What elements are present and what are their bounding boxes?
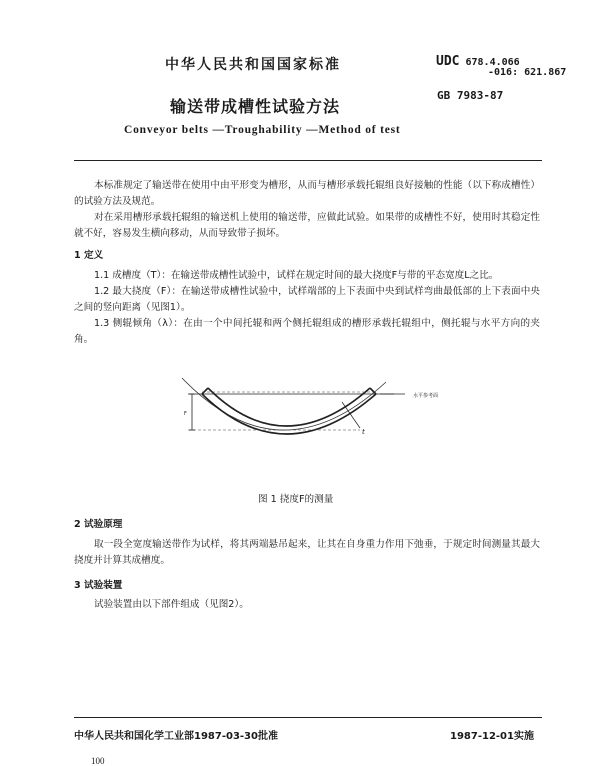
standard-name: 中华人民共和国国家标准 — [165, 57, 341, 73]
definition-1-3: 1.3 侧辊倾角（λ）：在由一个中间托辊和两个侧托辊组成的槽形承载托辊组中，侧托辊与水平方向的夹角。 — [74, 318, 540, 345]
bottom-rule — [74, 717, 542, 718]
title-chinese: 输送带成槽性试验方法 — [170, 97, 341, 116]
implementation-date: 1987-12-01实施 — [450, 731, 534, 742]
belt-left-end — [202, 388, 208, 394]
section-2-heading: 2 试验原理 — [74, 519, 123, 530]
udc-code — [436, 54, 567, 78]
thickness-label: t — [362, 428, 365, 436]
section-3-text: 试验装置由以下部件组成（见图2）。 — [94, 599, 249, 610]
definition-1-2: 1.2 最大挠度（F）：在输送带成槽性试验中，试样端部的上下表面中央到试样弯曲最低部的上下表面中央之间的竖向距离（见图1）。 — [74, 286, 540, 313]
figure-1-deflection-diagram — [180, 372, 480, 472]
approval-note: 中华人民共和国化学工业部1987-03-30批准 — [74, 731, 278, 742]
section-1-heading: 1 定义 — [74, 250, 104, 261]
page-number: 100 — [91, 756, 105, 766]
udc-label: UDC — [436, 54, 460, 69]
title-english: Conveyor belts —Troughability —Method of test — [124, 124, 401, 136]
thickness-pointer — [342, 402, 360, 428]
definition-1-1: 1.1 成槽度（T）：在输送带成槽性试验中，试样在规定时间的最大挠度F与带的平态宽度L之比。 — [94, 270, 499, 281]
intro-paragraph-2: 对在采用槽形承载托辊组的输送机上使用的输送带，应做此试验。如果带的成槽性不好，使用时其稳定性就不好，容易发生横向移动，从而导致带子损坏。 — [74, 212, 540, 239]
section-3-heading: 3 试验装置 — [74, 580, 123, 591]
figure-1-caption: 图 1 挠度F的测量 — [258, 494, 334, 505]
udc-line-1: 678.4.066 — [465, 57, 520, 68]
top-rule — [74, 160, 542, 161]
deflection-label: F — [184, 411, 187, 417]
gb-code: GB 7983-87 — [437, 89, 504, 102]
udc-line-2: -016: 621.867 — [488, 67, 567, 78]
reference-plane-label: 水平参考面 — [413, 393, 439, 399]
section-2-text: 取一段全宽度输送带作为试样，将其两端悬吊起来，让其在自身重力作用下弛垂，于规定时间测量其最大挠度并计算其成槽度。 — [74, 539, 540, 566]
intro-paragraph-1: 本标准规定了输送带在使用中由平形变为槽形，从而与槽形承载托辊组良好接触的性能（以下称成槽性）的试验方法及规范。 — [74, 180, 540, 207]
